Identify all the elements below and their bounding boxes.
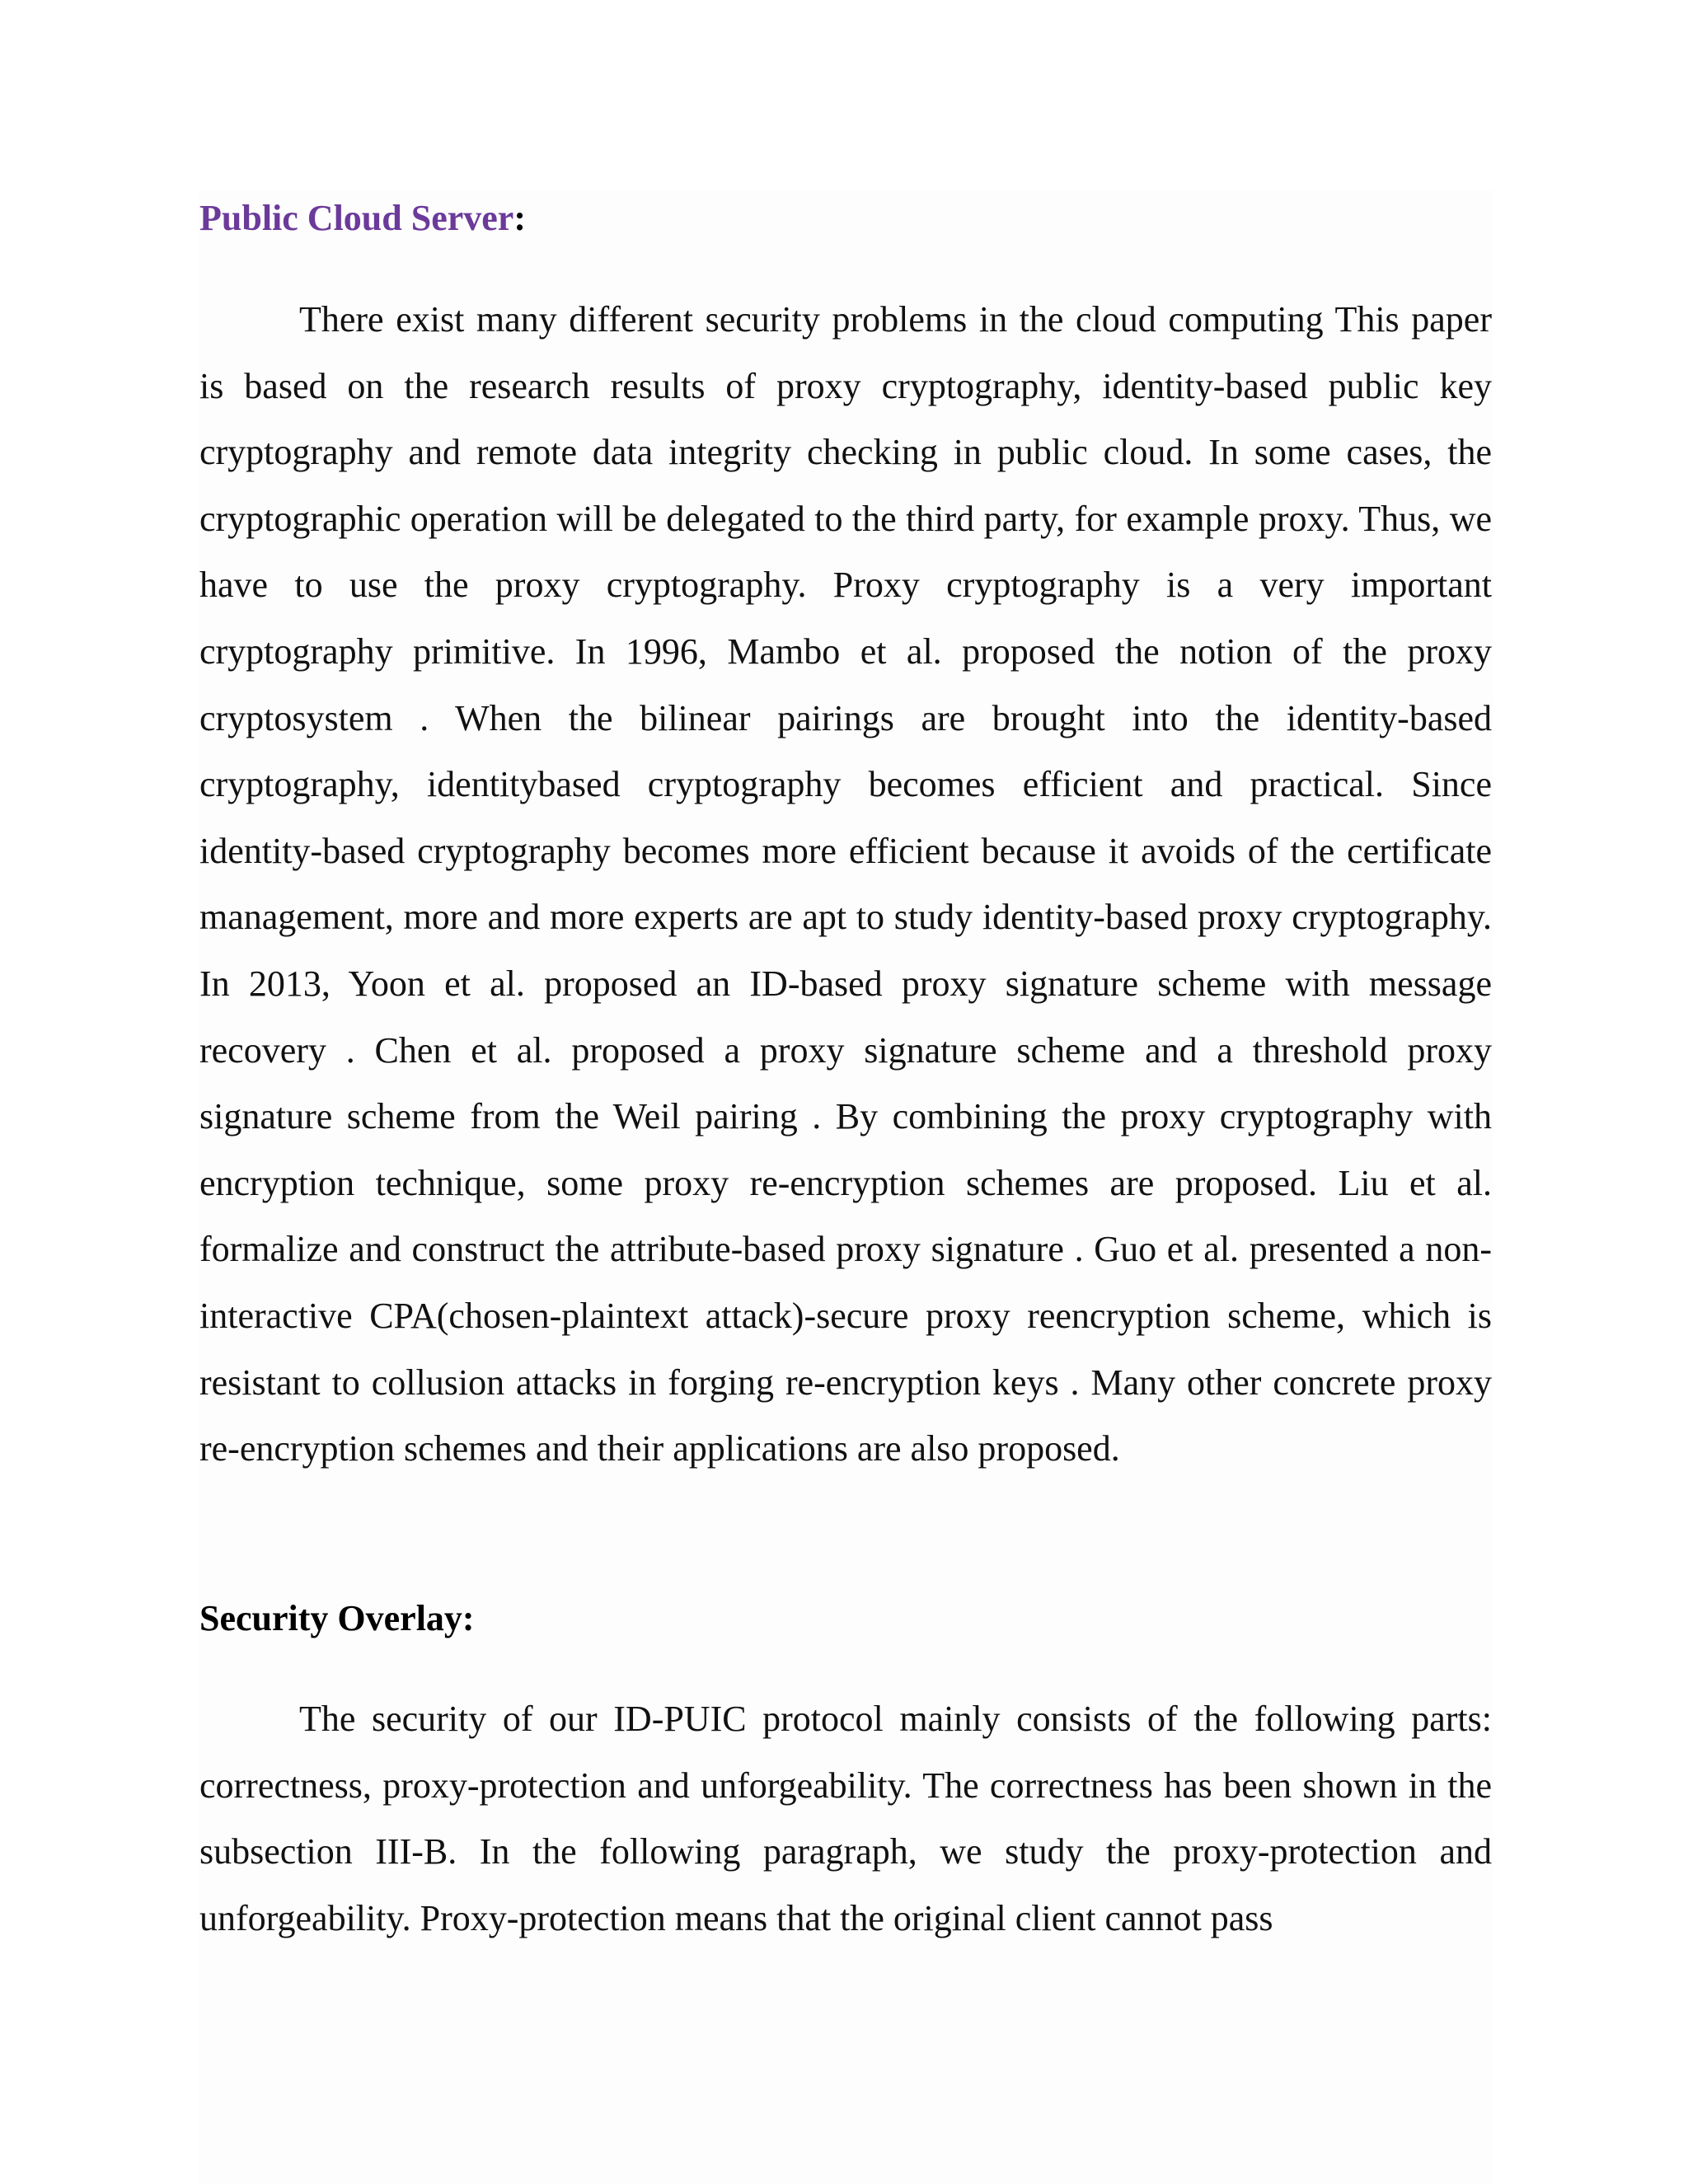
paragraph-security-overlay: The security of our ID-PUIC protocol mainly consists of the following parts: correctness, proxy-protection and unforgeability. The correctness has been shown in the subsection III-B. In the following paragraph, we study the proxy-protection and unforgeability. Proxy-protection means that the original client cannot pass — [199, 1699, 1492, 1938]
heading-accent-text: Public Cloud Server — [199, 198, 514, 238]
section-heading-public-cloud-server — [199, 194, 526, 243]
section-heading-security-overlay: Security Overlay: — [199, 1598, 475, 1638]
paragraph-public-cloud-server: There exist many different security problems in the cloud computing This paper is based on the research results of proxy cryptography, identity-based public key cryptography and remote data integrity checking in public cloud. In some cases, the cryptographic operation will be delegated to the third party, for example proxy. Thus, we have to use the proxy cryptography. Proxy cryptography is a very important cryptography primitive. In 1996, Mambo et al. proposed the notion of the proxy cryptosystem . When the bilinear pairings are brought into the identity-based cryptography, identitybased cryptography becomes efficient and practical. Since identity-based cryptography becomes more efficient because it avoids of the certificate management, more and more experts are apt to study identity-based proxy cryptography. In 2013, Yoon et al. proposed an ID-based proxy signature scheme with message recovery . Chen et al. proposed a proxy signature scheme and a threshold proxy signature scheme from the Weil pairing . By combining the proxy cryptography with encryption technique, some proxy re-encryption schemes are proposed. Liu et al. formalize and construct the attribute-based proxy signature . Guo et al. presented a non-interactive CPA(chosen-plaintext attack)-secure proxy reencryption scheme, which is resistant to collusion attacks in forging re-encryption keys . Many other concrete proxy re-encryption schemes and their applications are also proposed. — [199, 299, 1492, 1469]
heading-colon: : — [513, 198, 526, 238]
